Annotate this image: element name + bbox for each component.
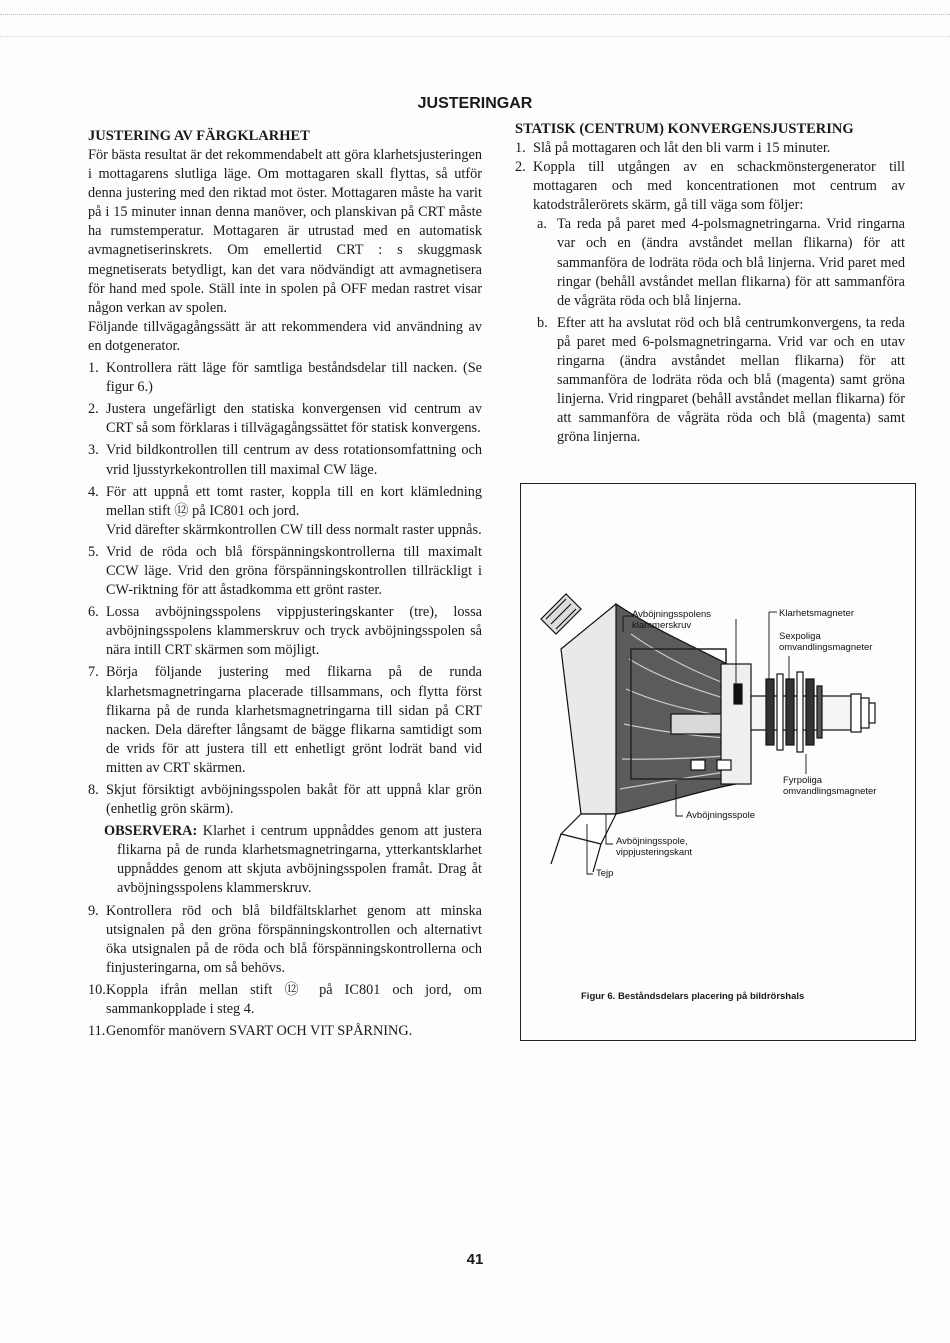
page-title: JUSTERINGAR — [417, 95, 533, 112]
scan-artifact-line — [0, 36, 950, 37]
label-tape: Tejp — [596, 868, 614, 879]
intro-paragraph: För bästa resultat är det rekommendabelt att göra klarhetsjusteringen i mottagarens slutliga läge. Om mottagaren skall flyttas, så utför denna justering med den riktad mot öster. Mottagaren måste ha varit på i 15 minuter innan denna manöver, och planskivan på CRT måste ha rumstemperatur. Mottagaren är utrustad med en automatisk avmagnetiserinskrets. Om emellertid CRT : s skuggmask megnetiserats betydligt, kan det vara nödvändigt att avmagnetisera för hand med spole. Ställ inte in spolen på OFF medan rastret visar någon verkan av spolen. — [88, 147, 482, 316]
list-item: 4. För att uppnå ett tomt raster, koppla till en kort klämledning mellan stift ⑫ på IC801 och jord. Vrid därefter skärmkontrollen CW till dess normalt raster uppnås. — [88, 483, 482, 538]
list-item: 1. Slå på mottagaren och låt den bli varm i 15 minuter. — [515, 140, 831, 156]
page-number: 41 — [466, 1251, 484, 1268]
label-four-pole-magnets: Fyrpoliga omvandlingsmagneter — [783, 775, 877, 797]
label-yoke-wedge: Avböjningsspole, vippjusteringskant — [616, 836, 693, 858]
figure-6 — [520, 483, 916, 1041]
list-item: 1. Kontrollera rätt läge för samtliga beståndsdelar till nacken. (Se figur 6.) — [88, 360, 482, 396]
procedure-intro: Följande tillvägagångssätt är att rekommendera vid användning av en dotgenerator. — [88, 318, 482, 354]
label-purity-magnets: Klarhetsmagneter — [779, 608, 854, 619]
label-deflection-yoke: Avböjningsspole — [686, 810, 756, 821]
list-item: 6. Lossa avböjningsspolens vippjusteringskanter (tre), lossa avböjningsspolens klammerskruv och tryck avböjningsspolen så nära intill CRT skärmen som möjligt. — [88, 604, 482, 659]
list-item: 3. Vrid bildkontrollen till centrum av dess rotationsomfattning och vrid ljusstyrkekontrollen till maximal CW läge. — [88, 442, 482, 478]
label-six-pole-magnets: Sexpoliga omvandlingsmagneter — [779, 631, 873, 653]
figure-caption: Figur 6. Beståndsdelars placering på bildrörshals — [581, 991, 805, 1002]
list-item: 5. Vrid de röda och blå förspänningskontrollerna till maximalt CCW läge. Vrid den gröna förspänningskontrollen tillräckligt i CW-riktning för att åstadkomma ett grönt raster. — [88, 543, 482, 599]
list-item: 11. Genomför manövern SVART OCH VIT SPÅRNING. — [88, 1023, 413, 1040]
purity-steps-list-continued — [88, 902, 482, 1042]
left-column — [88, 126, 482, 1044]
purity-steps-list — [88, 359, 482, 819]
list-item: 2. Justera ungefärligt den statiska konvergensen vid centrum av CRT så som förklaras i tillvägagångssättet för statisk konvergens. — [88, 401, 482, 437]
step4-extra: Vrid därefter skärmkontrollen CW till dess normalt raster uppnås. — [106, 521, 482, 538]
list-item: a. Ta reda på paret med 4-polsmagnetringarna. Vrid ringarna var och en (ändra avståndet mellan flikarna) för att sammanföra de lodräta röda och blå linjerna. Vrid paret med ringar (behåll avståndet mellan flikarna) för att sammanföra de vågräta röda och blå linjerna. — [537, 216, 905, 309]
list-item: 10. Koppla ifrån mellan stift ⑫ på IC801 och jord, om sammankopplade i steg 4. — [88, 981, 482, 1018]
label-yoke-clamp-screw: Avböjningsspolens klammerskruv — [632, 609, 712, 631]
convergence-substeps — [515, 215, 905, 447]
section-heading-convergence: STATISK (CENTRUM) KONVERGENSJUSTERING — [515, 121, 854, 137]
right-column — [515, 119, 905, 448]
convergence-steps-list — [515, 139, 905, 215]
list-item: 9. Kontrollera röd och blå bildfältsklarhet genom att minska utsignalen på den gröna förspänningskontrollen och alternativt öka utsignalen på de röda och blå förspänningskontrollerna och finjusteringarna, om så behövs. — [88, 902, 482, 976]
note-paragraph — [88, 822, 482, 898]
list-item: b. Efter att ha avslutat röd och blå centrumkonvergens, ta reda på paret med 6-polsmagnetringarna. Vrid var och en utav ringarna (ändra avståndet mellan flikarna) för att sammanföra de lodräta röda och blå (magenta) samt gröna linjerna. Vrid ringparet (behåll avståndet mellan flikarna) för att sammanföra de vågräta röda och blå (magenta) samt gröna linjerna. — [537, 314, 905, 446]
section-heading-purity: JUSTERING AV FÄRGKLARHET — [88, 128, 310, 144]
note-label: OBSERVERA: — [104, 823, 198, 840]
list-item: 7. Börja följande justering med flikarna på de runda klarhetsmagnetringarna placerade tillsammans, och flytta först flikarna på de runda klarhetsmagnetringarna till sidan på CRT nacken. Dela därefter långsamt de bägge flikarna samtidigt som de vrids för att justera till ett enhetligt grönt lodrät band vid mitten av CRT skärmen. — [88, 664, 482, 776]
scan-artifact-line — [0, 14, 950, 15]
note-text: Klarhet i centrum uppnåddes genom att justera flikarna på de runda klarhetsmagnetringarna, ytterkantsklarhet uppnåddes genom att skjuta avböjningsspolen framåt. Drag åt avböjningsspolens klammerskruv. — [117, 823, 482, 897]
crt-neck-illustration — [521, 484, 917, 1042]
list-item: 8. Skjut försiktigt avböjningsspolen bakåt för att uppnå klar grön (enhetlig grön skärm). — [88, 782, 482, 818]
list-item: 2. Koppla till utgången av en schackmönstergenerator till mottagaren och med koncentrationen mot centrum av katodstrålerörets skärm, gå till väga som följer: — [515, 159, 905, 214]
